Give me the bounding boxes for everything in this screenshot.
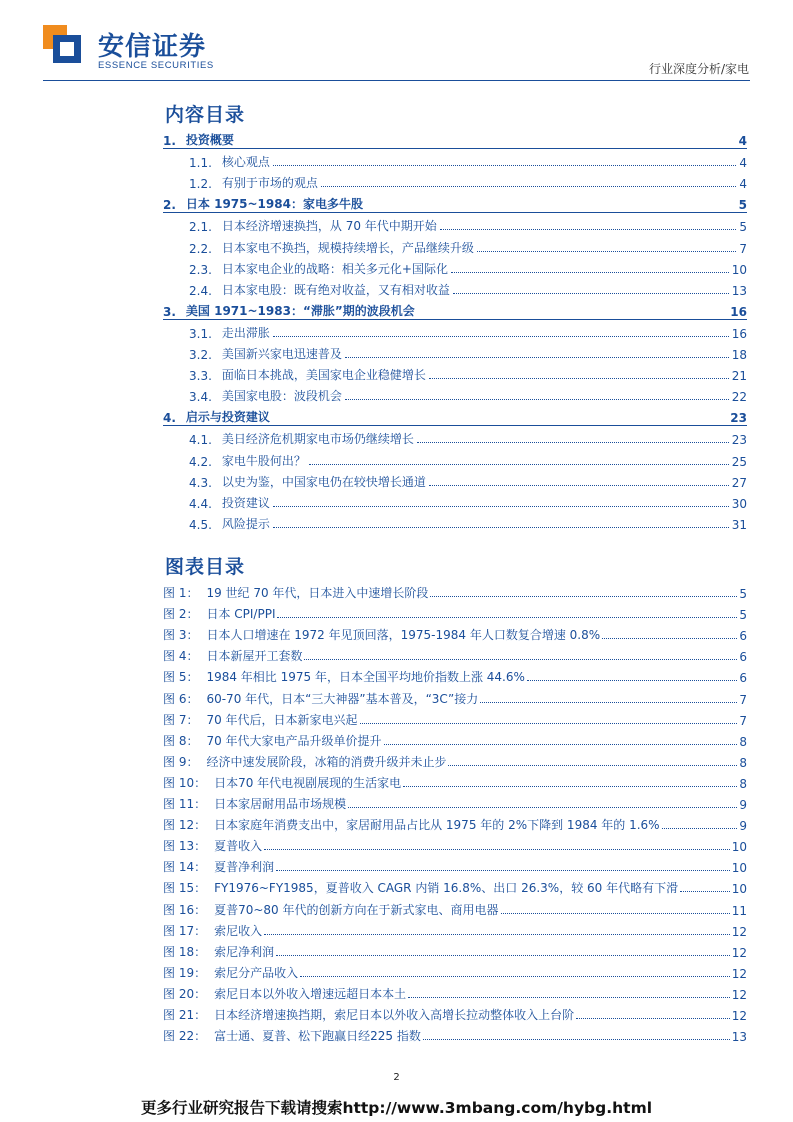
figure-entry-page: 12 (731, 945, 747, 960)
dot-leader (453, 293, 729, 294)
figure-entry-text: 经济中速发展阶段，冰箱的消费升级并未止步 (206, 754, 447, 769)
figure-entry-page: 13 (731, 1030, 747, 1045)
dot-leader (662, 828, 738, 829)
figure-entry[interactable] (163, 643, 747, 664)
figure-entry[interactable] (163, 707, 747, 728)
figure-entry[interactable] (163, 960, 747, 981)
toc-entry-page: 16 (730, 304, 747, 319)
figure-entry-text: 70 年代大家电产品升级单价提升 (206, 733, 382, 748)
toc-entry-number: 2.4. (189, 283, 212, 298)
dot-leader (276, 870, 730, 871)
figure-entry[interactable] (163, 622, 747, 643)
toc-entry[interactable] (163, 383, 747, 404)
toc-entry-number: 2.1. (189, 220, 212, 235)
toc-entry-number: 3.3. (189, 369, 212, 384)
toc-entry-page: 23 (731, 433, 747, 448)
essence-logo-icon (43, 25, 87, 69)
toc-entry-number: 3.1. (189, 326, 212, 341)
toc-entry-page: 21 (731, 369, 747, 384)
toc-entry[interactable] (163, 298, 747, 320)
toc-entry-page: 4 (739, 156, 747, 171)
figure-entry-label: 图 15： (163, 881, 207, 896)
figure-entry-text: 60-70 年代，日本“三大神器”基本普及，“3C”接力 (206, 691, 479, 706)
toc-entry[interactable] (163, 469, 747, 490)
figure-entry-page: 12 (731, 1008, 747, 1023)
figure-entry[interactable] (163, 791, 747, 812)
header-divider (43, 80, 750, 81)
toc-entry-number: 4.5. (189, 517, 212, 532)
figure-entry[interactable] (163, 1023, 747, 1044)
dot-leader (602, 638, 737, 639)
figure-entry-label: 图 10： (163, 775, 207, 790)
toc-entry-number: 4.3. (189, 475, 212, 490)
toc-entry-text: 核心观点 (221, 155, 270, 170)
figure-entry-page: 10 (731, 840, 747, 855)
figure-entry-text: 日本经济增速换挡期，索尼日本以外收入高增长拉动整体收入上台阶 (214, 1007, 575, 1022)
figure-entry-label: 图 12： (163, 818, 207, 833)
figure-entry-text: 日本人口增速在 1972 年见顶回落，1975-1984 年人口数复合增速 0.8% (206, 628, 601, 643)
figure-entry[interactable] (163, 664, 747, 685)
footer-download-link[interactable]: 更多行业研究报告下载请搜索http://www.3mbang.com/hybg.html (140, 1099, 653, 1117)
toc-entry-text: 投资建议 (221, 495, 270, 510)
toc-entry-page: 27 (731, 475, 747, 490)
figure-entry-label: 图 6： (163, 691, 199, 706)
toc-entry-number: 4.4. (189, 496, 212, 511)
figure-entry[interactable] (163, 896, 747, 917)
dot-leader (384, 744, 738, 745)
figure-entry-text: 夏普70~80 年代的创新方向在于新式家电、商用电器 (214, 902, 499, 917)
dot-leader (680, 891, 730, 892)
figure-entry-label: 图 8： (163, 733, 199, 748)
figure-entry-page: 11 (731, 903, 747, 918)
dot-leader (277, 617, 737, 618)
toc-entry-number: 2.2. (189, 241, 212, 256)
toc-entry-number: 1.2. (189, 177, 212, 192)
figure-entry-page: 8 (739, 755, 747, 770)
figure-entry[interactable] (163, 854, 747, 875)
figure-entry-label: 图 11： (163, 797, 207, 812)
toc-entry-text: 以史为鉴，中国家电仍在较快增长通道 (221, 474, 426, 489)
toc-entry-number: 4.1. (189, 433, 212, 448)
dot-leader (576, 1018, 730, 1019)
toc-entry-page: 22 (731, 390, 747, 405)
toc-entry-text: 美国 1971~1983：“滞胀”期的波段机会 (185, 303, 415, 318)
figure-entry-text: 日本70 年代电视剧展现的生活家电 (214, 775, 402, 790)
toc-entry-number: 2. (163, 198, 176, 213)
toc-entry-text: 美日经济危机期家电市场仍继续增长 (221, 432, 414, 447)
toc-entry[interactable] (163, 256, 747, 277)
toc-entry-page: 18 (731, 348, 747, 363)
figure-entry-text: 日本新屋开工套数 (206, 649, 303, 664)
toc-entry-page: 16 (731, 326, 747, 341)
figure-entry-page: 8 (739, 734, 747, 749)
dot-leader (423, 1039, 730, 1040)
figure-entry-label: 图 22： (163, 1029, 207, 1044)
toc-entry[interactable] (163, 511, 747, 532)
dot-leader (321, 186, 736, 187)
dot-leader (451, 272, 729, 273)
figure-entry[interactable] (163, 749, 747, 770)
toc-title: 内容目录 (165, 104, 246, 126)
toc-entry[interactable] (163, 362, 747, 383)
dot-leader (348, 807, 737, 808)
figure-entry-page: 5 (739, 587, 747, 602)
figure-entry[interactable] (163, 580, 747, 601)
figure-entry-page: 12 (731, 924, 747, 939)
toc-entry-number: 4.2. (189, 454, 212, 469)
toc-entry-page: 13 (731, 283, 747, 298)
figure-entry-text: 日本家居耐用品市场规模 (214, 797, 347, 812)
figure-entry-label: 图 2： (163, 607, 199, 622)
dot-leader (403, 786, 737, 787)
figure-entry-text: 索尼分产品收入 (214, 965, 299, 980)
dot-leader (273, 336, 729, 337)
toc-entry-text: 日本家电企业的战略：相关多元化+国际化 (221, 261, 448, 276)
figure-entry-page: 9 (739, 819, 747, 834)
figure-entry-page: 8 (739, 776, 747, 791)
figure-entry[interactable] (163, 981, 747, 1002)
figure-entry-text: 1984 年相比 1975 年，日本全国平均地价指数上涨 44.6% (206, 670, 525, 685)
figure-entry-label: 图 19： (163, 965, 207, 980)
toc-entry-text: 美国家电股：波段机会 (221, 389, 342, 404)
toc-entry-text: 面临日本挑战，美国家电企业稳健增长 (221, 368, 426, 383)
figure-entry-page: 10 (731, 882, 747, 897)
toc-entry-text: 有别于市场的观点 (221, 176, 318, 191)
figure-entry[interactable] (163, 875, 747, 896)
toc-entry[interactable] (163, 426, 747, 447)
figure-entry-label: 图 20： (163, 986, 207, 1001)
toc-entry-page: 23 (730, 411, 747, 426)
dot-leader (304, 659, 737, 660)
toc-entry-page: 31 (731, 517, 747, 532)
figure-entry[interactable] (163, 812, 747, 833)
dot-leader (360, 723, 738, 724)
toc-entry-text: 日本经济增速换挡，从 70 年代中期开始 (221, 219, 437, 234)
figure-entry-label: 图 1： (163, 586, 199, 601)
dot-leader (527, 680, 737, 681)
figure-entry-page: 6 (739, 671, 747, 686)
dot-leader (448, 765, 737, 766)
toc-entry-text: 风险提示 (221, 516, 270, 531)
toc-entry-text: 日本家电不换挡，规模持续增长，产品继续升级 (221, 240, 474, 255)
figure-entry-label: 图 13： (163, 839, 207, 854)
toc-entry-page: 5 (738, 198, 747, 213)
toc-entry-page: 5 (739, 220, 747, 235)
figure-entry-label: 图 17： (163, 923, 207, 938)
figure-entry-page: 12 (731, 987, 747, 1002)
dot-leader (429, 378, 729, 379)
toc-entry-text: 美国新兴家电迅速普及 (221, 347, 342, 362)
toc-entry-number: 2.3. (189, 262, 212, 277)
dot-leader (276, 955, 730, 956)
figure-entry-label: 图 21： (163, 1007, 207, 1022)
table-of-contents (163, 127, 747, 532)
toc-entry-text: 日本 1975~1984：家电多牛股 (185, 197, 363, 212)
toc-entry-page: 4 (739, 177, 747, 192)
toc-entry-page: 30 (731, 496, 747, 511)
toc-entry-number: 4. (163, 411, 176, 426)
dot-leader (440, 229, 737, 230)
figure-entry-page: 6 (739, 650, 747, 665)
toc-entry[interactable] (163, 234, 747, 255)
toc-entry[interactable] (163, 447, 747, 468)
figure-entry-text: 富士通、夏普、松下跑赢日经225 指数 (214, 1029, 421, 1044)
toc-entry-page: 4 (738, 134, 747, 149)
figure-entry-text: 索尼收入 (214, 923, 263, 938)
figure-entry-page: 12 (731, 966, 747, 981)
figure-entry[interactable] (163, 728, 747, 749)
figure-entry-label: 图 4： (163, 649, 199, 664)
figure-entry[interactable] (163, 770, 747, 791)
figure-entry-text: FY1976~FY1985，夏普收入 CAGR 内销 16.8%、出口 26.3%，较 60 年代略有下滑 (214, 881, 679, 896)
dot-leader (273, 506, 729, 507)
figure-entry-page: 6 (739, 629, 747, 644)
dot-leader (264, 934, 730, 935)
toc-entry-number: 3.2. (189, 348, 212, 363)
page-header (0, 0, 793, 80)
toc-entry[interactable] (163, 341, 747, 362)
dot-leader (430, 596, 737, 597)
figure-entry[interactable] (163, 918, 747, 939)
toc-entry-number: 1. (163, 134, 176, 149)
figure-entry-page: 7 (739, 713, 747, 728)
toc-entry-number: 1.1. (189, 156, 212, 171)
figure-entry-label: 图 5： (163, 670, 199, 685)
dot-leader (480, 702, 737, 703)
toc-entry[interactable] (163, 490, 747, 511)
toc-entry[interactable] (163, 404, 747, 426)
dot-leader (417, 442, 729, 443)
figure-entry-text: 日本家庭年消费支出中，家居耐用品占比从 1975 年的 2%下降到 1984 年的 1.6% (214, 818, 660, 833)
toc-entry-text: 日本家电股：既有绝对收益，又有相对收益 (221, 282, 450, 297)
figure-entry[interactable] (163, 685, 747, 706)
figure-entry-page: 10 (731, 861, 747, 876)
toc-entry[interactable] (163, 277, 747, 298)
toc-entry[interactable] (163, 320, 747, 341)
dot-leader (345, 399, 729, 400)
toc-entry[interactable] (163, 191, 747, 213)
report-category: 行业深度分析/家电 (648, 62, 749, 76)
figure-entry-text: 索尼净利润 (214, 944, 275, 959)
figure-entry-label: 图 16： (163, 902, 207, 917)
toc-entry-number: 3. (163, 304, 176, 319)
dot-leader (408, 997, 730, 998)
toc-entry[interactable] (163, 170, 747, 191)
figure-entry[interactable] (163, 1002, 747, 1023)
dot-leader (300, 976, 730, 977)
figure-entry-text: 夏普收入 (214, 839, 263, 854)
dot-leader (345, 357, 729, 358)
toc-entry-text: 家电牛股何出？ (221, 453, 306, 468)
figure-entry-page: 5 (739, 608, 747, 623)
dot-leader (429, 485, 729, 486)
brand-name-cn: 安信证券 (98, 32, 207, 62)
figure-entry[interactable] (163, 833, 747, 854)
toc-entry[interactable] (163, 213, 747, 234)
figure-entry-text: 索尼日本以外收入增速远超日本本土 (214, 986, 407, 1001)
dot-leader (273, 165, 736, 166)
figure-list (163, 580, 747, 1044)
toc-entry[interactable] (163, 149, 747, 170)
figure-entry-text: 70 年代后，日本新家电兴起 (206, 712, 358, 727)
figure-entry-label: 图 14： (163, 860, 207, 875)
toc-entry-text: 走出滞胀 (221, 325, 270, 340)
dot-leader (309, 464, 729, 465)
toc-entry[interactable] (163, 127, 747, 149)
figure-entry-text: 日本 CPI/PPI (206, 607, 276, 622)
figure-entry[interactable] (163, 601, 747, 622)
figure-entry[interactable] (163, 939, 747, 960)
dot-leader (264, 849, 730, 850)
toc-entry-page: 7 (739, 241, 747, 256)
toc-entry-page: 25 (731, 454, 747, 469)
dot-leader (501, 913, 730, 914)
figure-entry-label: 图 18： (163, 944, 207, 959)
figure-entry-text: 19 世纪 70 年代，日本进入中速增长阶段 (206, 586, 429, 601)
toc-entry-page: 10 (731, 262, 747, 277)
figure-entry-text: 夏普净利润 (214, 860, 275, 875)
dot-leader (273, 527, 729, 528)
figures-title: 图表目录 (165, 556, 246, 578)
figure-entry-page: 7 (739, 692, 747, 707)
figure-entry-page: 9 (739, 798, 747, 813)
page-number: 2 (393, 1072, 400, 1083)
brand-name-en: ESSENCE SECURITIES (98, 60, 214, 71)
toc-entry-number: 3.4. (189, 390, 212, 405)
figure-entry-label: 图 9： (163, 754, 199, 769)
dot-leader (477, 251, 736, 252)
figure-entry-label: 图 3： (163, 628, 199, 643)
toc-entry-text: 投资概要 (185, 133, 234, 148)
figure-entry-label: 图 7： (163, 712, 199, 727)
toc-entry-text: 启示与投资建议 (185, 410, 270, 425)
